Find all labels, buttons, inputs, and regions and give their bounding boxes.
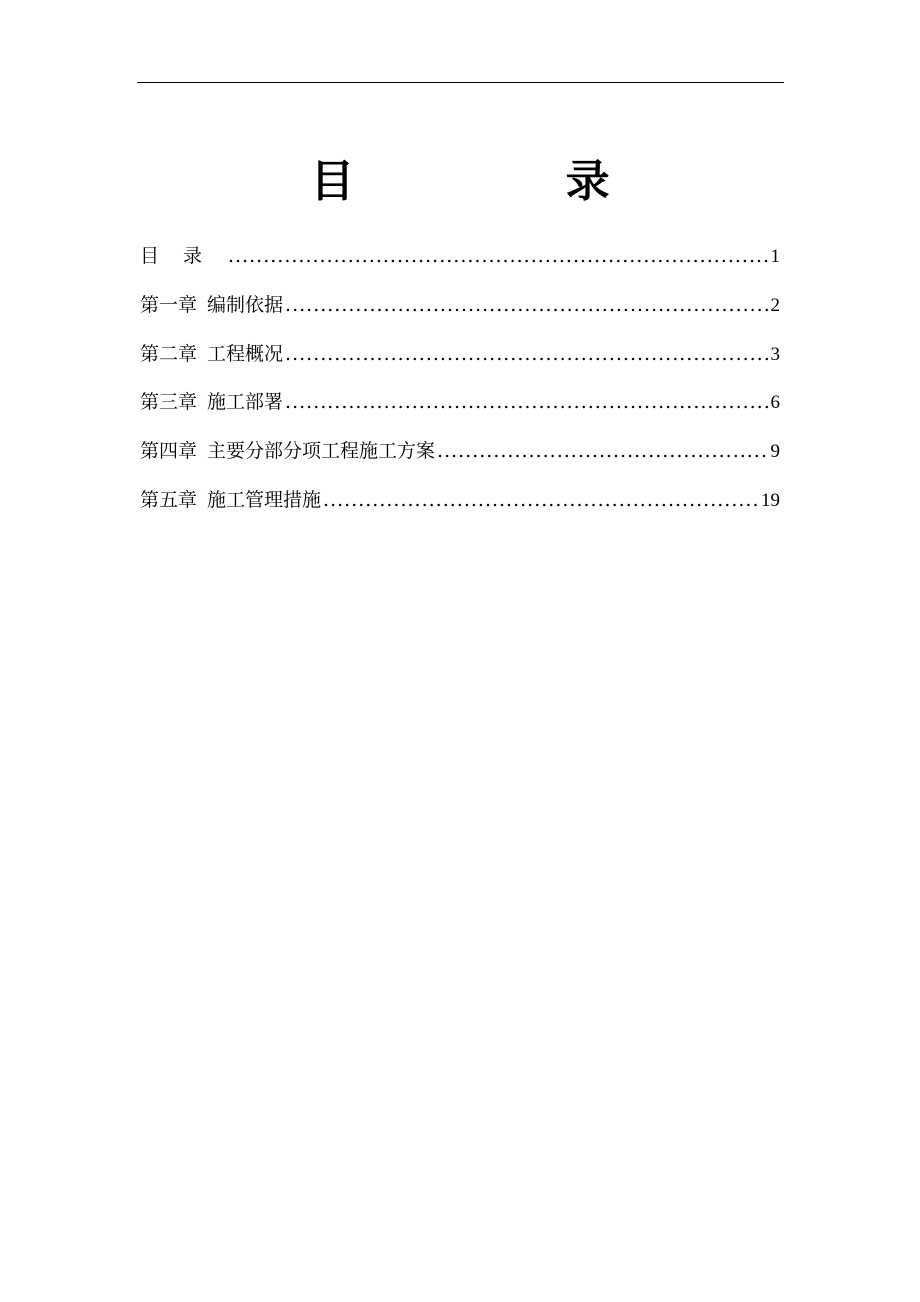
toc-dot-leader <box>228 238 768 274</box>
toc-entry-label <box>140 336 283 372</box>
toc-chapter-number: 第五章 <box>140 488 198 511</box>
toc-entry-label <box>140 238 226 274</box>
toc-entry-label <box>140 287 283 323</box>
toc-dot-leader <box>285 336 768 372</box>
toc-entry-chapter-1[interactable] <box>140 287 780 336</box>
toc-entry-title: 编制依据 <box>207 293 284 316</box>
toc-entry-label <box>140 482 321 518</box>
toc-entry-title: 主要分部分项工程施工方案 <box>207 440 436 463</box>
toc-dot-leader <box>323 482 759 518</box>
toc-page-number: 6 <box>770 392 780 414</box>
toc-chapter-number: 第二章 <box>140 342 198 365</box>
toc-page-number: 19 <box>761 489 780 511</box>
toc-entry-label <box>140 433 435 469</box>
toc-dot-leader <box>285 384 768 420</box>
toc-chapter-number: 第四章 <box>140 440 198 463</box>
toc-chapter-number: 第一章 <box>140 293 198 316</box>
toc-entry-chapter-3[interactable] <box>140 384 780 433</box>
header-rule <box>137 82 784 83</box>
table-of-contents <box>140 238 780 531</box>
toc-entry-label <box>140 384 283 420</box>
toc-chapter-number: 第三章 <box>140 391 198 414</box>
toc-dot-leader <box>437 433 768 469</box>
toc-entry-title: 目录 <box>140 245 227 267</box>
page-title: 目 录 <box>310 156 708 207</box>
toc-page-number: 2 <box>770 294 780 316</box>
toc-entry-contents[interactable] <box>140 238 780 287</box>
toc-page-number: 9 <box>770 441 780 463</box>
toc-entry-chapter-4[interactable] <box>140 433 780 482</box>
toc-entry-title: 施工管理措施 <box>207 488 322 511</box>
toc-dot-leader <box>285 287 768 323</box>
toc-page-number: 3 <box>770 343 780 365</box>
toc-entry-title: 工程概况 <box>207 342 284 365</box>
toc-entry-chapter-2[interactable] <box>140 336 780 385</box>
toc-page-number: 1 <box>770 246 780 267</box>
toc-entry-chapter-5[interactable] <box>140 482 780 531</box>
toc-entry-title: 施工部署 <box>207 391 284 414</box>
